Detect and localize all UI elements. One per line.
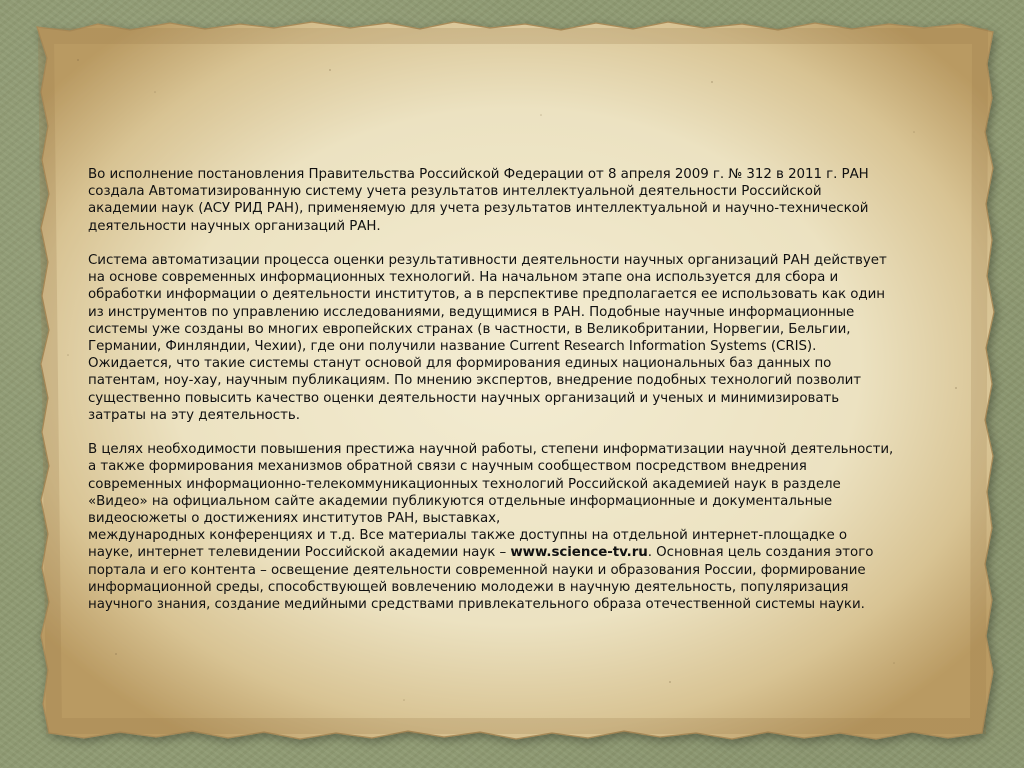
paragraph-line: международных конференциях и т.д. Все материалы также доступны на отдельной интернет-площадке о [88, 528, 848, 544]
paragraph-line: патентам, ноу-хау, научным публикациям. По мнению экспертов, внедрение подобных технологий позволит [88, 373, 862, 389]
paragraph-line-with-link [88, 544, 948, 561]
paragraph-1 [88, 166, 948, 235]
body-text [88, 166, 948, 630]
fleck [67, 354, 69, 356]
fleck [669, 681, 671, 683]
fleck [540, 114, 542, 116]
paragraph-line: затраты на эту деятельность. [88, 407, 300, 423]
paragraph-line: Система автоматизации процесса оценки результативности деятельности научных организаций РАН действует [88, 253, 887, 268]
fleck [913, 131, 915, 133]
paragraph-line: академии наук (АСУ РИД РАН), применяемую для учета результатов интеллектуальной и научно-технической [88, 201, 869, 217]
paragraph-line: деятельности научных организаций РАН. [88, 218, 381, 234]
paragraph-line: В целях необходимости повышения престижа научной работы, степени информатизации научной деятельности, [88, 442, 894, 458]
paragraph-line: Во исполнение постановления Правительства Российской Федерации от 8 апреля 2009 г. № 312 в 2011 г. РАН [88, 167, 869, 182]
fleck [329, 69, 331, 71]
paragraph-line: а также формирования механизмов обратной связи с научным сообществом посредством внедрения [88, 459, 807, 475]
paragraph-line: портала и его контента – освещение деятельности современной науки и образования России, формирование [88, 562, 866, 578]
fleck [711, 81, 713, 83]
paragraph-line: научного знания, создание медийными средствами привлекательного образа отечественной системы науки. [88, 597, 865, 613]
fleck [77, 59, 79, 61]
paragraph-line: современных информационно-телекоммуникационных технологий Российской академией наук в разделе [88, 476, 841, 492]
paragraph-line: создала Автоматизированную систему учета результатов интеллектуальной деятельности Российской [88, 184, 822, 200]
paragraph-line: существенно повысить качество оценки деятельности научных организаций и ученых и минимизировать [88, 390, 840, 406]
paragraph-line: информационной среды, способствующей вовлечению молодежи в научную деятельность, популяризация [88, 579, 849, 595]
paragraph-line: обработки информации о деятельности институтов, а в перспективе предполагается ее использовать как один [88, 287, 885, 303]
paragraph-line: «Видео» на официальном сайте академии публикуются отдельные информационные и документальные [88, 493, 833, 509]
paragraph-line: из инструментов по управлению исследованиями, ведущимися в РАН. Подобные научные информационные [88, 304, 855, 320]
link-line-suffix: . Основная цель создания этого [647, 545, 874, 561]
paragraph-line: видеосюжеты о достижениях институтов РАН, выставках, [88, 511, 501, 527]
paragraph-2 [88, 252, 948, 424]
fleck [403, 699, 405, 701]
paragraph-3 [88, 441, 948, 613]
fleck [115, 653, 117, 655]
fleck [955, 387, 957, 389]
fleck [893, 662, 895, 664]
paragraph-line: системы уже созданы во многих европейских странах (в частности, в Великобритании, Норвегии, Бельгии, [88, 321, 851, 337]
paragraph-line: на основе современных информационных технологий. На начальном этапе она используется для сбора и [88, 270, 839, 286]
link-line-prefix: науке, интернет телевидении Российской академии наук – [88, 545, 511, 561]
fleck [154, 91, 156, 93]
science-tv-link[interactable]: www.science-tv.ru [510, 545, 648, 561]
paragraph-line: Германии, Финляндии, Чехии), где они получили название Current Research Information Systems (CRIS). [88, 339, 817, 355]
paragraph-line: Ожидается, что такие системы станут основой для формирования единых национальных баз данных по [88, 356, 832, 372]
